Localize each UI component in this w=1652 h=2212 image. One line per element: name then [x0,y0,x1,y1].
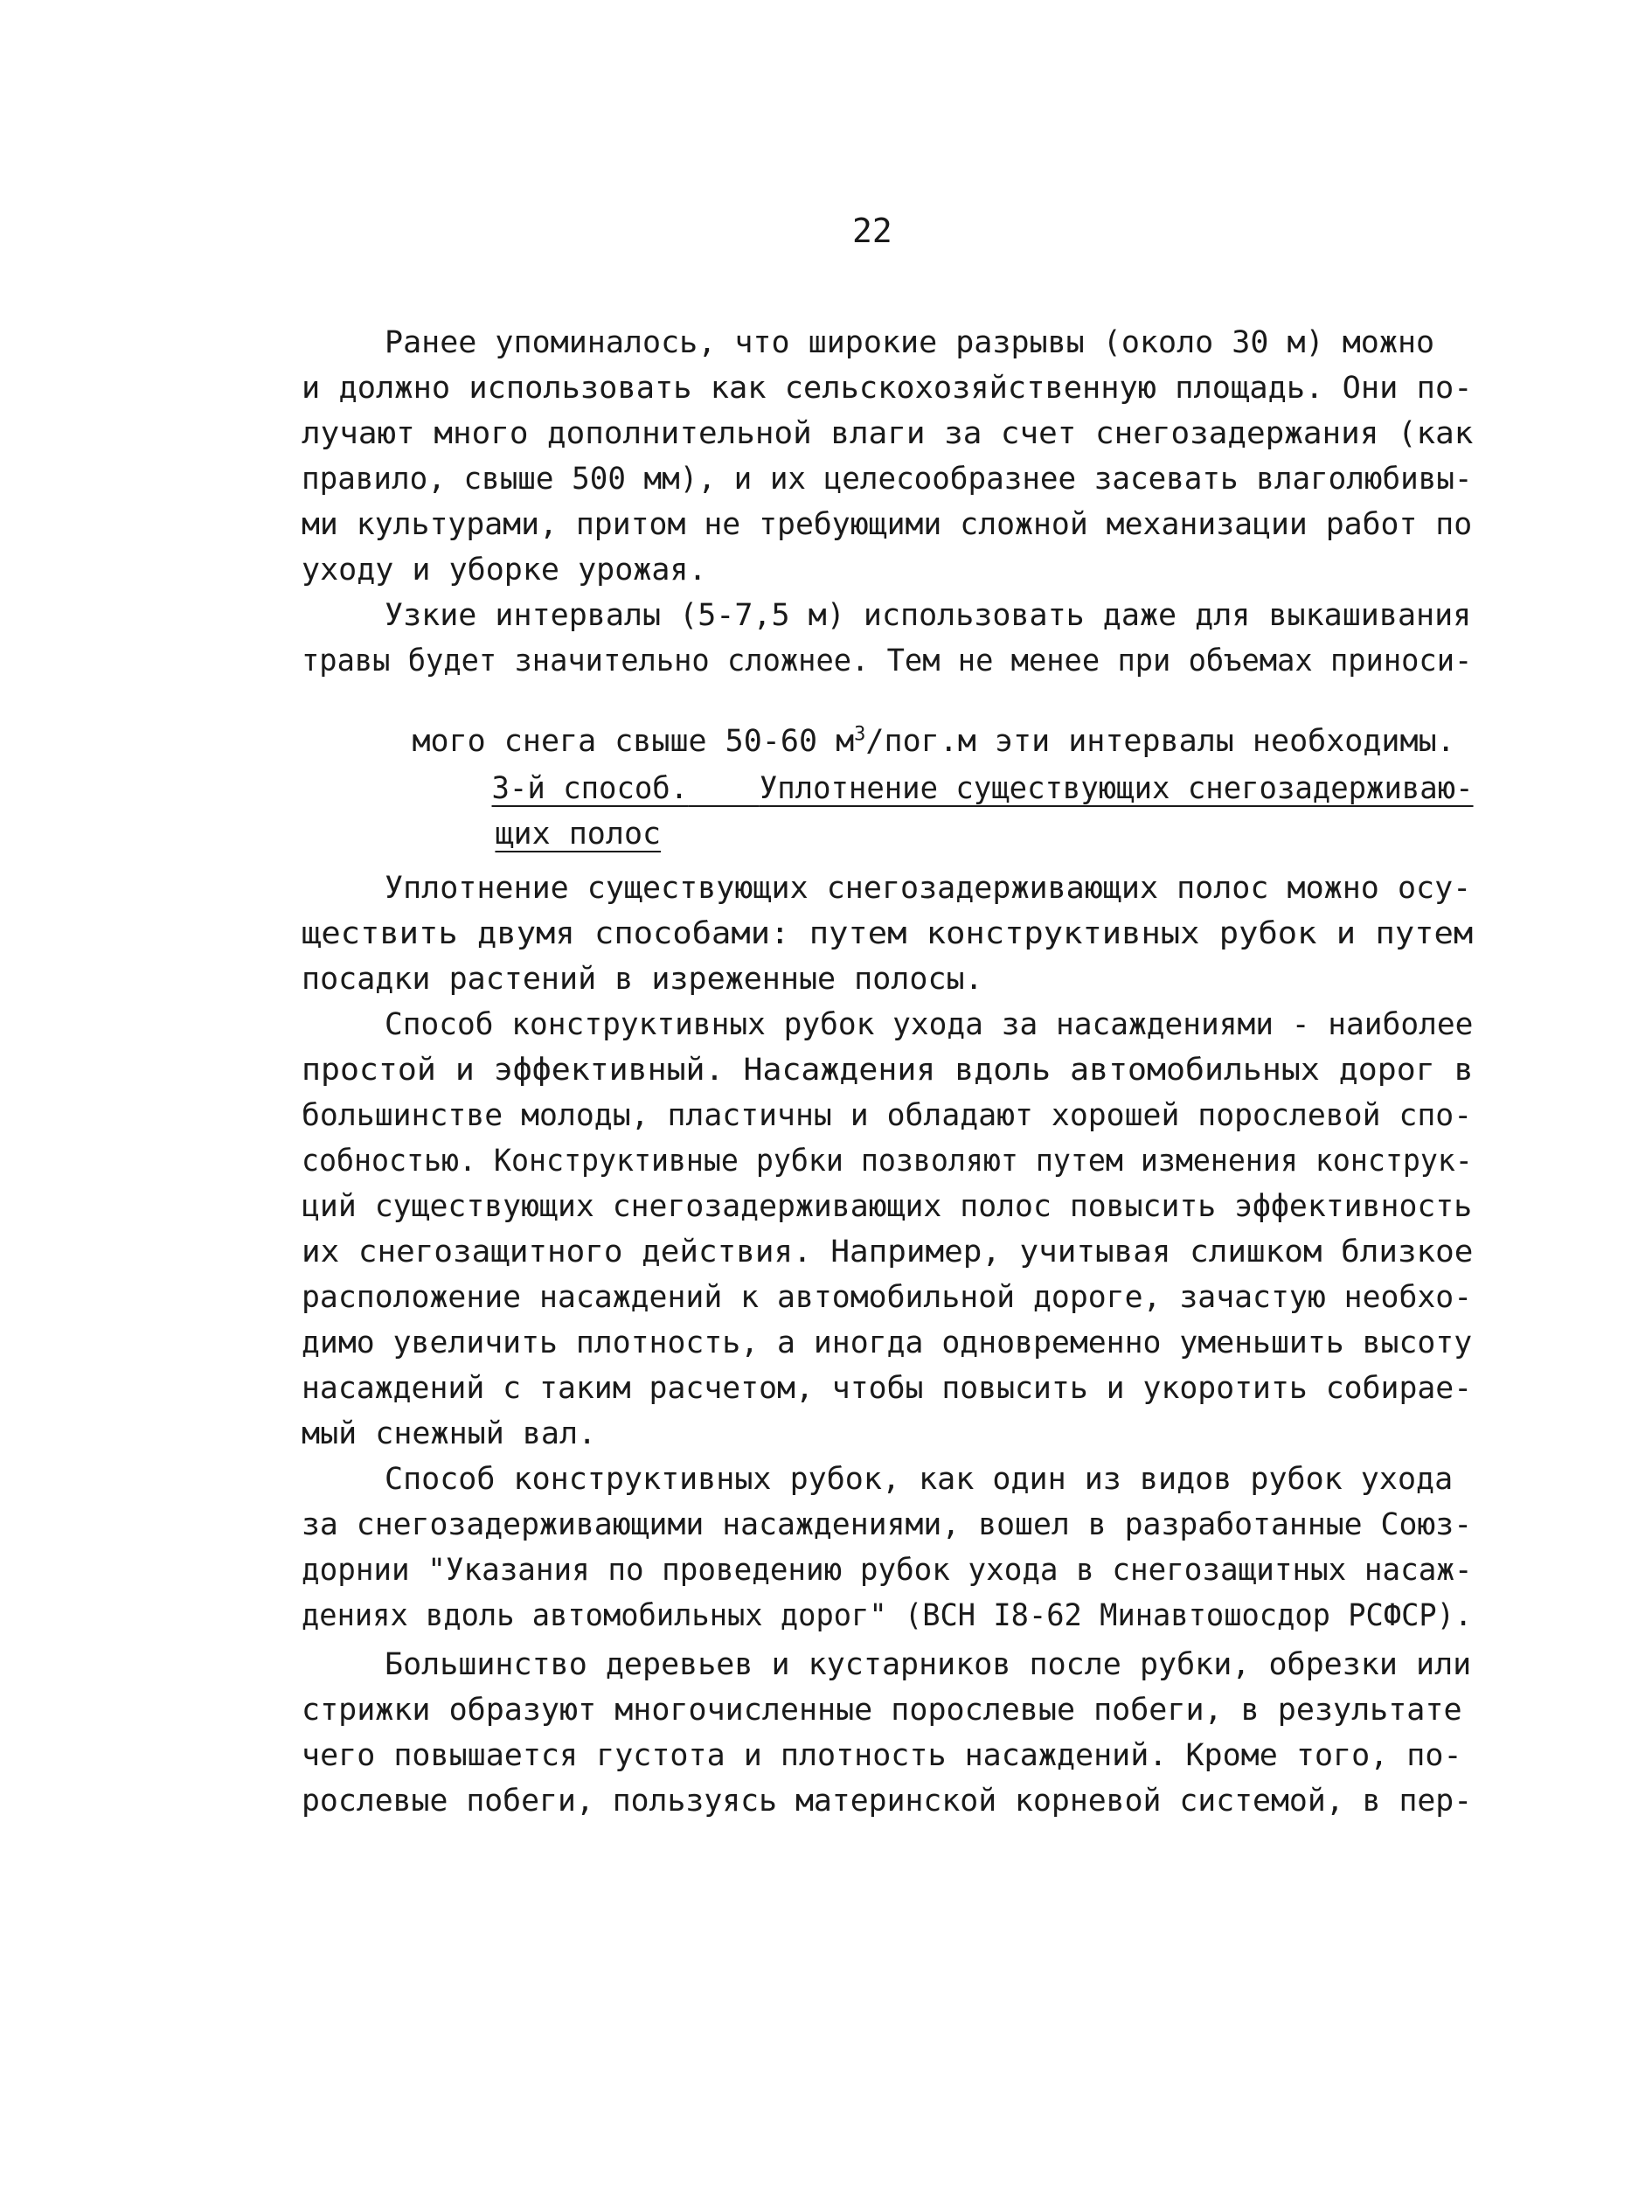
text-line: димо увеличить плотность, а иногда одновременно уменьшить высоту [302,1325,1473,1360]
text-line: ществить двумя способами: путем конструктивных рубок и путем [302,916,1474,951]
text-fragment: /пог.м эти интервалы необходимы. [865,724,1455,759]
heading-label: 3-й способ. [491,771,689,806]
text-line: лучают много дополнительной влаги за счет снегозадержания (как [302,416,1474,451]
text-line: ций существующих снегозадерживающих полос повысить эффективность [302,1189,1473,1224]
text-line: чего повышается густота и плотность насаждений. Кроме того, по- [302,1738,1462,1773]
text-line: стрижки образуют многочисленные порослевые побеги, в результате [302,1693,1462,1728]
heading-title: Уплотнение существующих снегозадерживаю- [759,771,1474,806]
text-line: расположение насаждений к автомобильной дороге, зачастую необхо- [302,1280,1473,1315]
text-line: дорнии "Указания по проведению рубок ухода в снегозащитных насаж- [302,1553,1473,1588]
text-line: насаждений с таким расчетом, чтобы повысить и укоротить собирае- [302,1371,1473,1406]
text-line: Узкие интервалы (5-7,5 м) использовать даже для выкашивания [385,598,1472,633]
text-line: рослевые побеги, пользуясь материнской корневой системой, в пер- [302,1784,1473,1819]
text-line: Уплотнение существующих снегозадерживающих полос можно осу- [385,871,1472,906]
text-line: посадки растений в изреженные полосы. [302,962,983,997]
text-line: Ранее упоминалось, что широкие разрывы (около 30 м) можно [385,325,1435,360]
text-line: уходу и уборке урожая. [302,553,707,588]
text-line: дениях вдоль автомобильных дорог" (ВСН I8-62 Минавтошосдор РСФСР). [302,1598,1473,1633]
text-line: и должно использовать как сельскохозяйственную площадь. Они по- [302,371,1473,406]
heading-title-continued: щих полос [495,817,662,852]
text-line: Способ конструктивных рубок ухода за насаждениями - наиболее [385,1007,1474,1042]
text-line: собностью. Конструктивные рубки позволяют путем изменения конструк- [302,1144,1473,1179]
text-line: Способ конструктивных рубок, как один из видов рубок ухода [385,1462,1454,1497]
text-line: за снегозадерживающими насаждениями, вошел в разработанные Союз- [302,1507,1473,1542]
page-number: 22 [852,212,892,250]
text-line: мый снежный вал. [302,1416,597,1451]
text-line: правило, свыше 500 мм), и их целесообразнее засевать влаголюбивы- [302,462,1473,497]
text-line: травы будет значительно сложнее. Тем не менее при объемах приноси- [302,643,1473,678]
text-line: их снегозащитного действия. Например, учитывая слишком близкое [302,1235,1474,1269]
text-line: простой и эффективный. Насаждения вдоль автомобильных дорог в [302,1053,1474,1088]
text-line: ми культурами, притом не требующими сложной механизации работ по [302,507,1473,542]
heading-gap [688,771,760,806]
superscript-exponent: 3 [854,723,866,746]
text-line: Большинство деревьев и кустарников после рубки, обрезки или [385,1647,1472,1682]
text-line: большинстве молоды, пластичны и обладают хорошей порослевой спо- [302,1098,1473,1133]
text-fragment: мого снега свыше 50-60 м [412,724,855,759]
